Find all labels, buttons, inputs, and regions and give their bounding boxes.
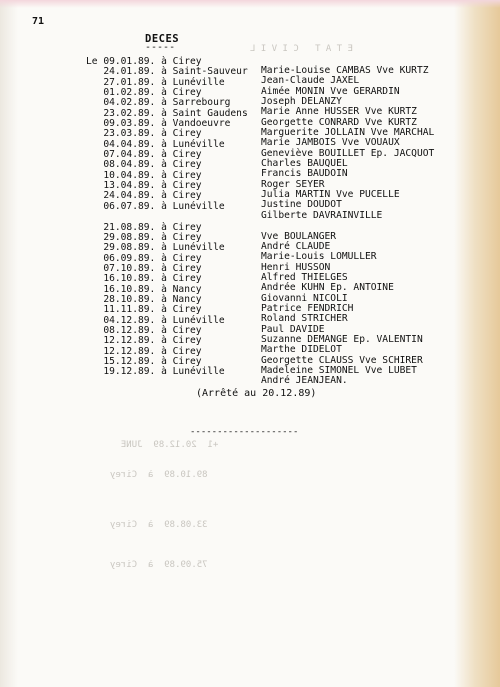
page-number: 71 <box>32 16 45 27</box>
deceased-name: Madeleine SIMONEL Vve LUBET <box>261 364 417 376</box>
death-place: à Cirey <box>155 335 202 347</box>
deceased-name: Julia MARTIN Vve PUCELLE <box>261 189 400 201</box>
deceased-name: Georgette CONRARD Vve KURTZ <box>261 116 417 128</box>
death-place: à Nancy <box>155 283 202 295</box>
entry-prefix <box>86 366 103 377</box>
deceased-name: Alfred THIELGES <box>261 271 348 283</box>
death-date: 06.07.89. <box>103 200 156 212</box>
death-place: à Lunéville <box>155 314 225 326</box>
death-place: à Cirey <box>155 128 202 140</box>
death-place: à Nancy <box>155 293 202 305</box>
death-place: à Cirey <box>155 355 202 367</box>
death-date: 29.08.89. <box>103 231 156 243</box>
deceased-name: Marie JAMBOIS Vve VOUAUX <box>261 137 400 149</box>
entry-prefix <box>86 97 103 108</box>
deceased-name: Suzanne DEMANGE Ep. VALENTIN <box>261 333 423 345</box>
death-place: à Cirey <box>155 149 202 161</box>
death-date: 16.10.89. <box>103 283 156 295</box>
title-underline: ----- <box>145 42 176 53</box>
dates-places-column <box>86 57 266 378</box>
deceased-name: Jean-Claude JAXEL <box>261 75 360 87</box>
death-date: 11.11.89. <box>103 304 156 316</box>
death-place: à Cirey <box>155 345 202 357</box>
death-date: 12.12.89. <box>103 335 156 347</box>
entry-prefix <box>86 159 103 170</box>
row-gap <box>261 221 461 231</box>
death-date: 09.03.89. <box>103 118 156 130</box>
death-place: à Cirey <box>155 304 202 316</box>
death-date: 28.10.89. <box>103 293 156 305</box>
death-place: à Lunéville <box>155 76 225 88</box>
death-place: à Cirey <box>155 262 202 274</box>
deceased-name: Charles BAUQUEL <box>261 158 348 170</box>
death-place: à Saint-Sauveur <box>155 66 248 78</box>
death-place: à Vandoeuvre <box>155 118 231 130</box>
death-date: 04.04.89. <box>103 138 156 150</box>
death-date: 24.04.89. <box>103 190 156 202</box>
death-place: à Sarrebourg <box>155 97 231 109</box>
deceased-name: Roger SEYER <box>261 178 325 190</box>
death-date: 08.12.89. <box>103 324 156 336</box>
deceased-name: Marie Anne HUSSER Vve KURTZ <box>261 106 417 118</box>
deceased-name: Paul DAVIDE <box>261 323 325 335</box>
deceased-name: Roland STRICHER <box>261 313 348 325</box>
deceased-name: Andrée KUHN Ep. ANTOINE <box>261 282 394 294</box>
death-place: à Cirey <box>155 324 202 336</box>
deceased-name: Aimée MONIN Vve GERARDIN <box>261 85 400 97</box>
death-place: à Cirey <box>155 252 202 264</box>
death-date: 12.12.89. <box>103 345 156 357</box>
death-place: à Cirey <box>155 180 202 192</box>
death-place: à Cirey <box>155 190 202 202</box>
death-date: 01.02.89. <box>103 87 156 99</box>
death-place: à Lunéville <box>155 242 225 254</box>
entry-prefix <box>86 222 103 233</box>
entry-prefix <box>86 128 103 139</box>
page-shadow-left <box>0 0 18 687</box>
death-place: à Cirey <box>155 159 202 171</box>
death-place: à Lunéville <box>155 138 225 150</box>
deceased-name: Marie-Louis LOMULLER <box>261 251 377 263</box>
section-title: DECES <box>145 33 180 45</box>
death-date: 21.08.89. <box>103 221 156 233</box>
death-date: 27.01.89. <box>103 76 156 88</box>
deceased-name: Georgette CLAUSS Vve SCHIRER <box>261 354 423 366</box>
entry-prefix <box>86 242 103 253</box>
death-date: 10.04.89. <box>103 169 156 181</box>
bottom-rule: -------------------- <box>190 427 299 437</box>
deceased-name: Marguerite JOLLAIN Vve MARCHAL <box>261 127 435 139</box>
death-date: 07.10.89. <box>103 262 156 274</box>
deceased-name: André JEANJEAN. <box>261 375 348 387</box>
show-through-text: 89.10.89 à Cirey <box>110 470 208 480</box>
death-place: à Cirey <box>155 169 202 181</box>
death-place: à Cirey <box>155 231 202 243</box>
show-through-text: 33.08.89 à Cirey <box>110 520 208 530</box>
page-top-tint <box>0 0 500 8</box>
deceased-name: Marthe DIDELOT <box>261 344 342 356</box>
death-date-place <box>86 367 266 377</box>
entry-prefix <box>86 201 103 212</box>
death-date: 15.12.89. <box>103 355 156 367</box>
death-date: 23.02.89. <box>103 107 156 119</box>
death-date: 24.01.89. <box>103 66 156 78</box>
deceased-name: Giovanni NICOLI <box>261 292 348 304</box>
death-place: à Cirey <box>155 273 202 285</box>
entry-prefix <box>86 273 103 284</box>
death-date: 29.08.89. <box>103 242 156 254</box>
death-place: à Cirey <box>155 87 202 99</box>
entry-prefix <box>86 346 103 357</box>
deceased-name: André CLAUDE <box>261 240 331 252</box>
show-through-text: E T A T C I V I L <box>250 44 353 54</box>
deceased-name: Henri HUSSON <box>261 261 331 273</box>
death-date-place <box>86 202 266 212</box>
show-through-text: 75.09.89 à Cirey <box>110 560 208 570</box>
death-date: 04.02.89. <box>103 97 156 109</box>
deceased-name: Francis BAUDOIN <box>261 168 348 180</box>
entry-prefix <box>86 304 103 315</box>
deceased-name: Gilberte DAVRAINVILLE <box>261 209 383 221</box>
deceased-name: Geneviève BOUILLET Ep. JACQUOT <box>261 147 435 159</box>
entry-prefix <box>86 335 103 346</box>
deceased-name: Justine DOUDOT <box>261 199 342 211</box>
entry-prefix <box>86 66 103 77</box>
death-place: à Lunéville <box>155 366 225 378</box>
entry-prefix <box>86 253 103 264</box>
death-date: 07.04.89. <box>103 149 156 161</box>
entry-prefix: Le <box>86 56 104 67</box>
death-date: 13.04.89. <box>103 180 156 192</box>
entry-prefix <box>86 284 103 295</box>
death-place: à Saint Gaudens <box>155 107 248 119</box>
death-date: 09.01.89. <box>103 56 156 67</box>
deceased-name: Vve BOULANGER <box>261 230 337 242</box>
death-place: à Cirey <box>155 221 202 233</box>
death-date: 08.04.89. <box>103 159 156 171</box>
entry-prefix <box>86 190 103 201</box>
deceased-name: Patrice FENDRICH <box>261 302 354 314</box>
death-place: à Cirey <box>155 56 202 67</box>
deceased-name: Joseph DELANZY <box>261 96 342 108</box>
death-date: 19.12.89. <box>103 366 156 378</box>
death-date: 16.10.89. <box>103 273 156 285</box>
death-place: à Lunéville <box>155 200 225 212</box>
death-date: 06.09.89. <box>103 252 156 264</box>
show-through-text: +1 20.12.89 JUNE <box>110 440 219 450</box>
death-date: 04.12.89. <box>103 314 156 326</box>
names-column <box>261 66 461 387</box>
entry-prefix <box>86 315 103 326</box>
closing-date-note: (Arrêté au 20.12.89) <box>196 388 317 399</box>
death-date: 23.03.89. <box>103 128 156 140</box>
deceased-name: Marie-Louise CAMBAS Vve KURTZ <box>261 65 429 76</box>
